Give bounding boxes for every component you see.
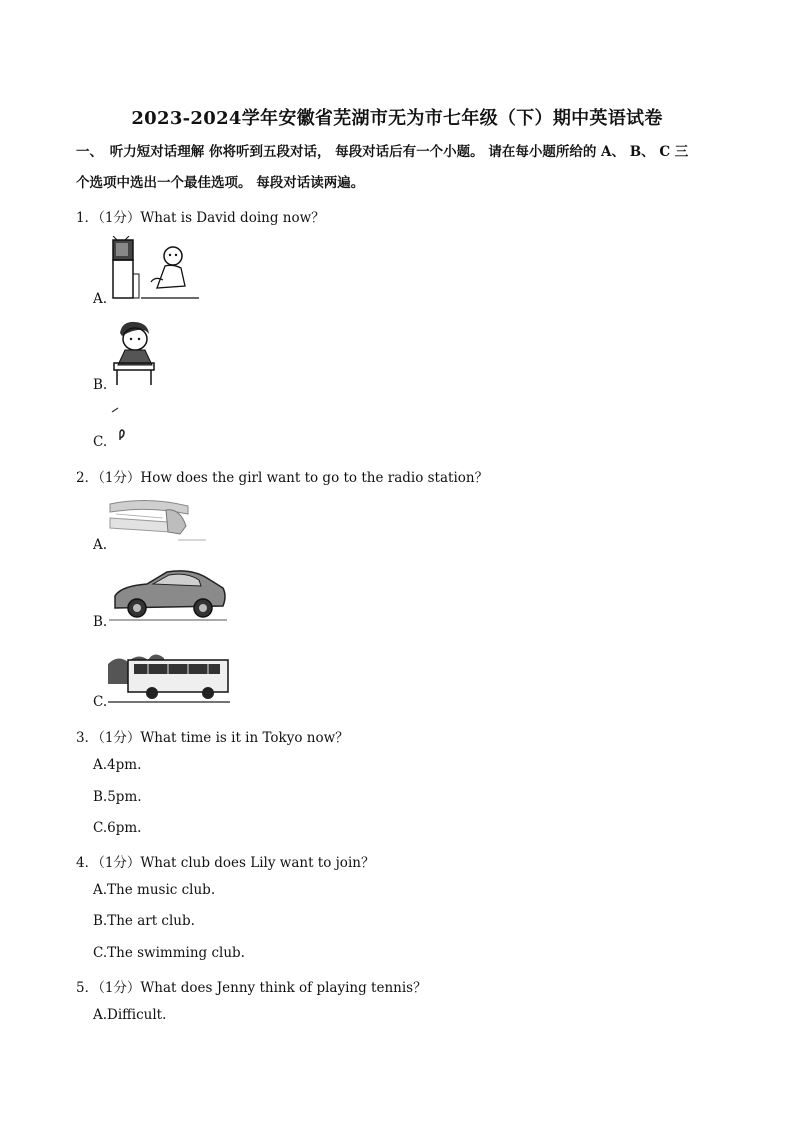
q4-option-b: B.The art club. — [93, 913, 195, 929]
q1-option-a-label: A. — [93, 291, 108, 307]
section-heading-line-2: 个选项中选出一个最佳选项。 每段对话读两遍。 — [76, 175, 365, 191]
question-2: 2．（1分）How does the girl want to go to the radio station？ — [76, 470, 489, 486]
q3-option-b: B.5pm. — [93, 789, 142, 805]
bus-picture — [108, 644, 232, 706]
question-1: 1．（1分）What is David doing now？ — [76, 210, 325, 226]
question-4: 4．（1分）What club does Lily want to join？ — [76, 855, 375, 871]
section-heading-line-1: 一、 听力短对话理解 你将听到五段对话， 每段对话后有一个小题。 请在每小题所给的 A、 B、 C 三 — [76, 144, 689, 160]
question-3: 3．（1分）What time is it in Tokyo now？ — [76, 730, 349, 746]
small-sketch-picture — [110, 404, 132, 444]
q4-option-c: C.The swimming club. — [93, 945, 245, 961]
q4-option-a: A.The music club. — [93, 882, 216, 898]
train-picture — [108, 492, 208, 544]
question-5: 5．（1分）What does Jenny think of playing tennis？ — [76, 980, 427, 996]
car-picture — [107, 556, 229, 624]
q5-option-a: A.Difficult. — [93, 1007, 167, 1023]
q2-option-c-label: C. — [93, 694, 108, 710]
q1-option-b-label: B. — [93, 377, 108, 393]
q2-option-b-label: B. — [93, 614, 108, 630]
boy-watching-tv-picture — [107, 236, 202, 302]
q3-option-c: C.6pm. — [93, 820, 142, 836]
q2-option-a-label: A. — [93, 537, 108, 553]
q3-option-a: A.4pm. — [93, 757, 142, 773]
q1-option-c-label: C. — [93, 434, 108, 450]
page-title: 2023-2024学年安徽省芜湖市无为市七年级（下）期中英语试卷 — [131, 108, 663, 129]
boy-at-desk-picture — [108, 319, 158, 387]
